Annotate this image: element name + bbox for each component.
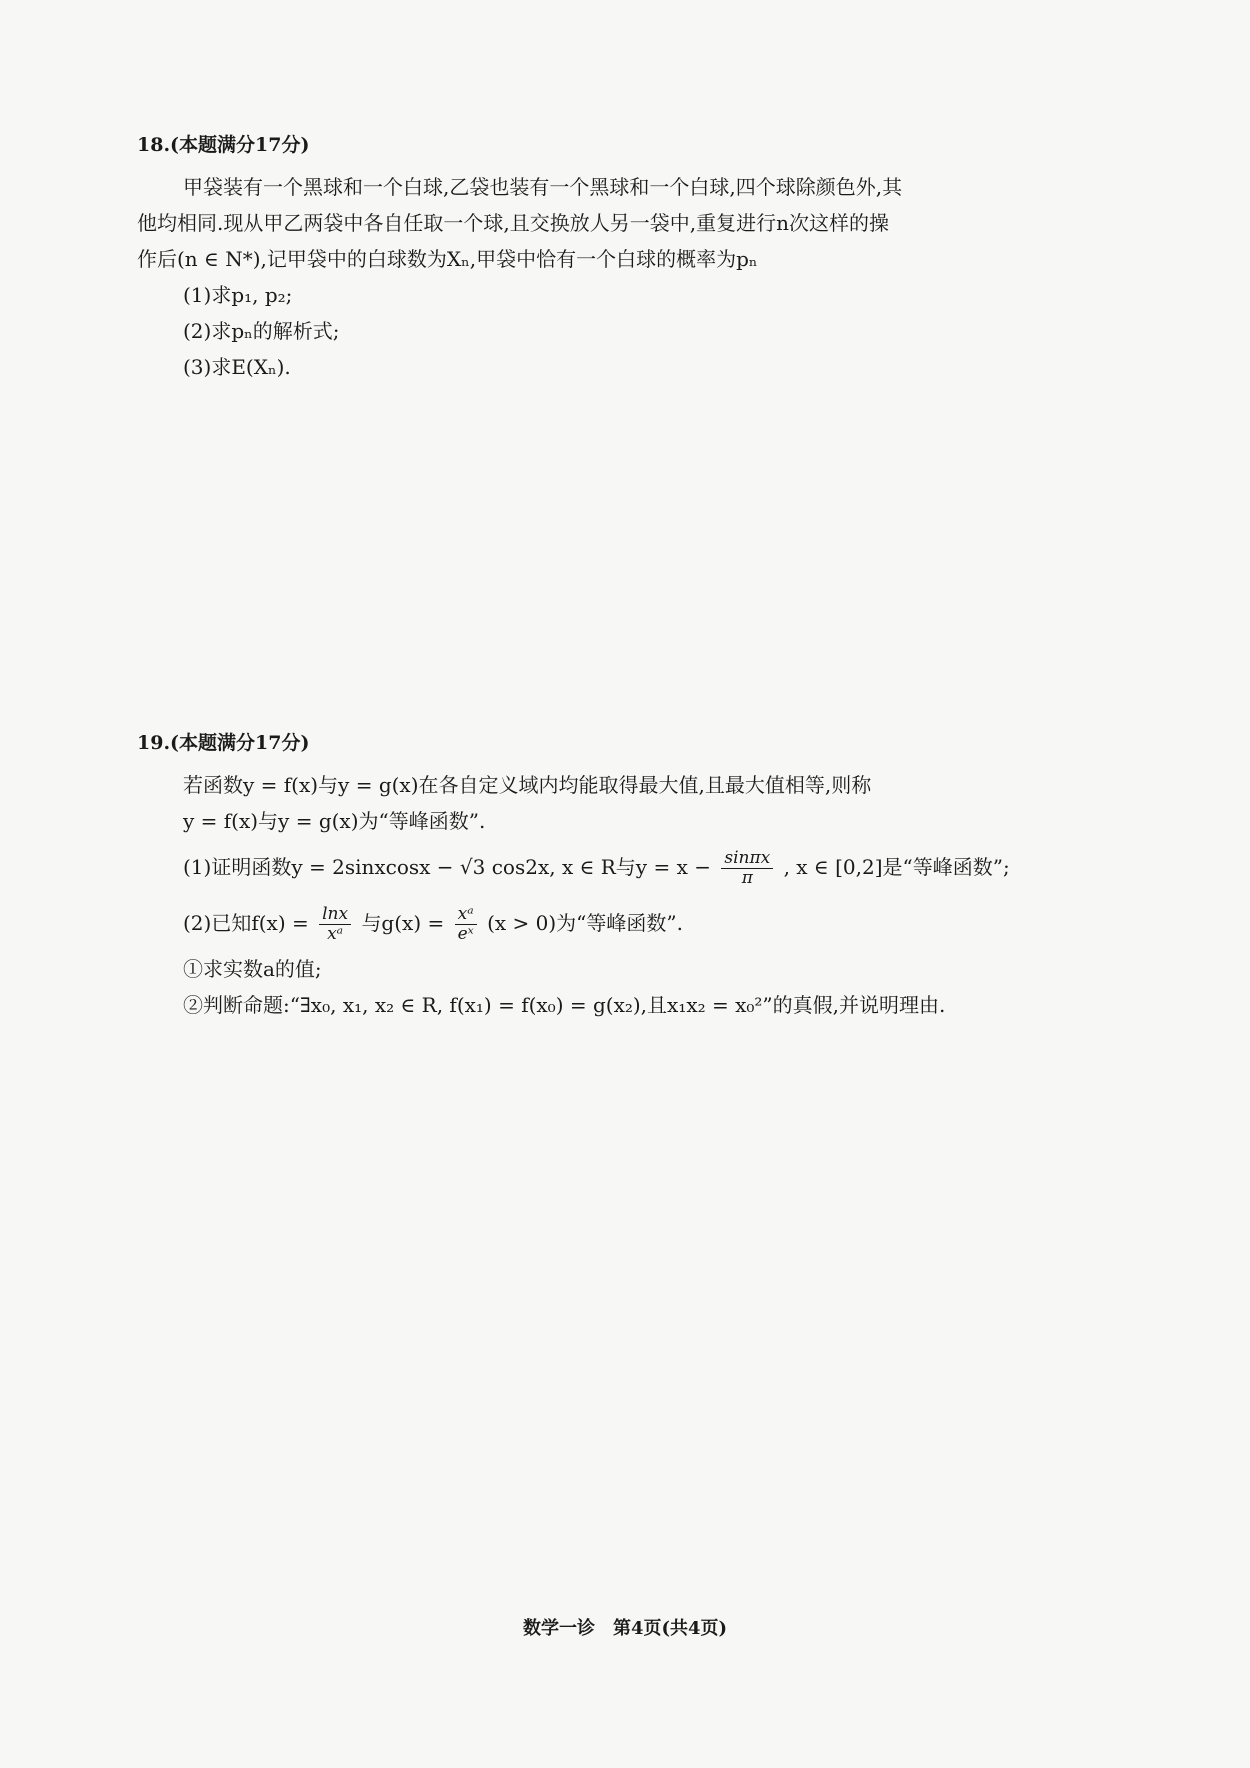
page-footer: 数学一诊 第4页(共4页) xyxy=(522,1618,728,1639)
question-18-heading: 18.(本题满分17分) xyxy=(137,134,310,156)
fraction-sinpix-over-pi xyxy=(721,849,773,887)
fraction-denominator: eˣ xyxy=(457,924,474,944)
fraction-numerator: sinπx xyxy=(721,849,773,869)
question-19-stem-line-2: y = f(x)与y = g(x)为“等峰函数”. xyxy=(183,809,486,833)
question-18-stem-line-2: 他均相同.现从甲乙两袋中各自任取一个球,且交换放人另一袋中,重复进行n次这样的操 xyxy=(137,211,889,235)
question-19-part-2 xyxy=(137,895,1127,951)
fraction-f xyxy=(319,905,351,943)
question-19-heading: 19.(本题满分17分) xyxy=(137,732,310,754)
question-19-part-2-text-c: (x > 0)为“等峰函数”. xyxy=(487,911,683,935)
question-18-part-2: (2)求pₙ的解析式; xyxy=(183,319,340,343)
question-19-part-2-text-a: (2)已知f(x) = xyxy=(183,911,309,935)
question-18-stem-line-3: 作后(n ∈ N*),记甲袋中的白球数为Xₙ,甲袋中恰有一个白球的概率为pₙ xyxy=(137,247,758,271)
fraction-numerator: lnx xyxy=(319,905,351,925)
question-18-stem-line-1: 甲袋装有一个黑球和一个白球,乙袋也装有一个黑球和一个白球,四个球除颜色外,其 xyxy=(183,175,903,199)
fraction-numerator: xᵃ xyxy=(455,905,477,925)
question-19-subpart-1: ①求实数a的值; xyxy=(183,957,322,981)
fraction-denominator: π xyxy=(741,868,753,888)
question-18 xyxy=(137,130,1127,385)
question-19 xyxy=(137,728,1127,1023)
question-19-part-1 xyxy=(137,839,1127,895)
question-19-part-1-text-b: , x ∈ [0,2]是“等峰函数”; xyxy=(783,855,1010,879)
fraction-g xyxy=(455,905,477,943)
question-18-part-1: (1)求p₁, p₂; xyxy=(183,283,293,307)
fraction-denominator: xᵃ xyxy=(327,924,344,944)
question-19-part-2-text-b: 与g(x) = xyxy=(361,911,445,935)
question-19-part-1-text-a: (1)证明函数y = 2sinxcosx − √3 cos2x, x ∈ R与y = x − xyxy=(183,855,711,879)
question-19-stem-line-1: 若函数y = f(x)与y = g(x)在各自定义域内均能取得最大值,且最大值相等,则称 xyxy=(183,773,872,797)
question-18-part-3: (3)求E(Xₙ). xyxy=(183,355,291,379)
question-19-subpart-2: ②判断命题:“∃x₀, x₁, x₂ ∈ R, f(x₁) = f(x₀) = g(x₂),且x₁x₂ = x₀²”的真假,并说明理由. xyxy=(183,993,946,1017)
